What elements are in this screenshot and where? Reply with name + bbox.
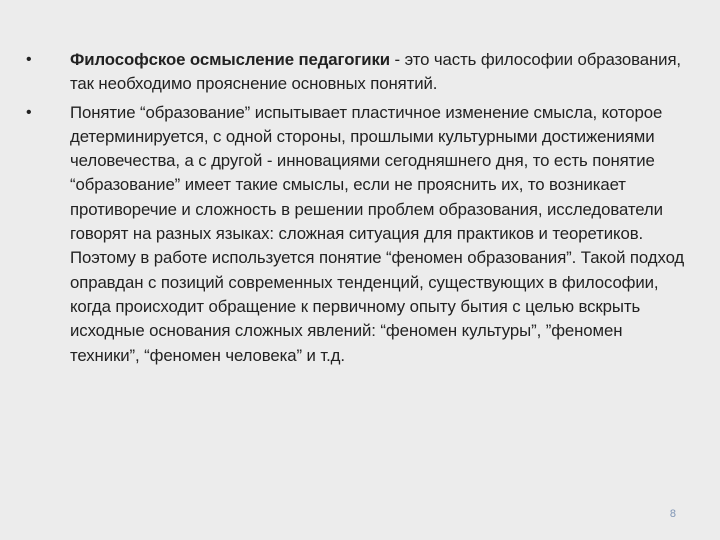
bullet-marker: • [26,51,32,68]
bullet-item-1 [26,48,696,97]
bullet-list [26,48,696,372]
bullet-item-2 [26,101,696,368]
bullet-marker: • [26,103,32,121]
page-number: 8 [669,508,676,520]
bullet-body-text: Понятие “образование” испытывает пластичное изменение смысла, которое детерминируется, с одной стороны, прошлыми культурными достижениями человечества, а с другой - инновациями сегодняшнего дня, то есть понятие “образование” имеет такие смыслы, если не прояснить их, то возникает противоречие и сложность в решении проблем образования, исследователи говорят на разных языках: сложная ситуация для практиков и теоретиков. Поэтому в работе используется понятие “феномен образования”. Такой подход оправдан с позиций современных тенденций, существующих в философии, когда происходит обращение к первичному опыту бытия с целью вскрыть исходные основания сложных явлений: “феномен культуры”, ”феномен техники”, “феномен человека” и т.д. [70,102,685,365]
bullet-text [70,50,681,93]
bullet-bold-term: Философское осмысление педагогики [70,50,390,69]
bullet-body-text: - это часть философии образования, так необходимо прояснение основных понятий. [70,50,681,94]
